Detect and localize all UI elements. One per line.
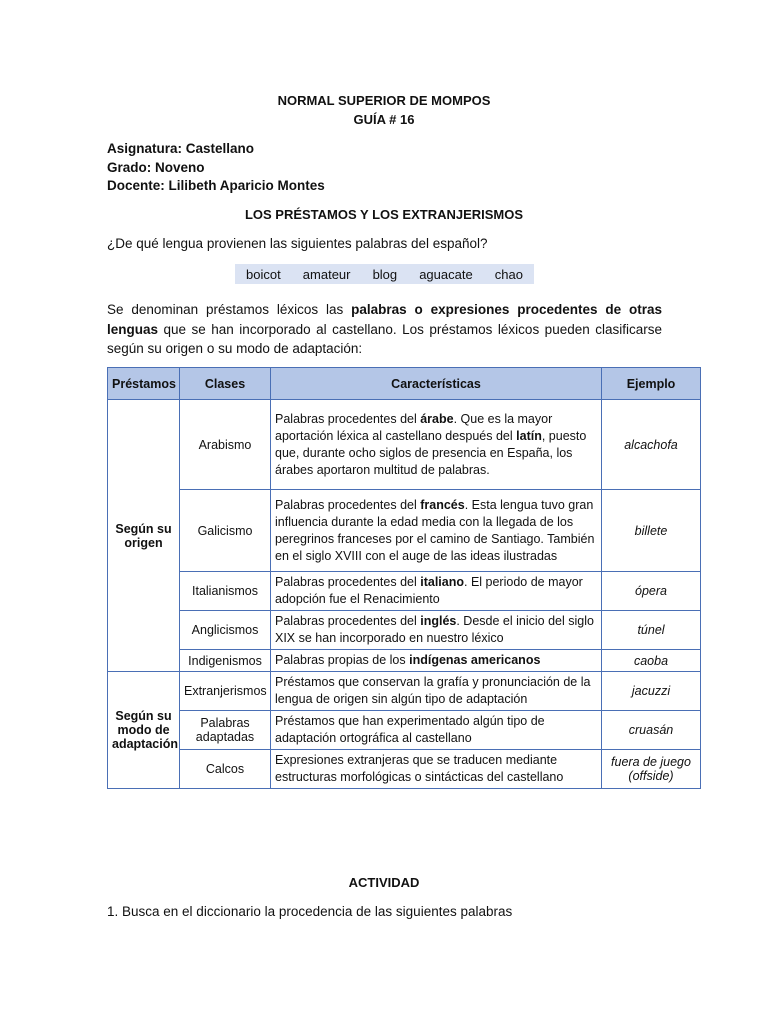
question-text: ¿De qué lengua provienen las siguientes palabras del español?	[107, 236, 488, 251]
example-cell: fuera de juego (offside)	[602, 750, 701, 789]
word-item: aguacate	[419, 266, 473, 282]
characteristic-cell: Palabras procedentes del francés. Esta lengua tuvo gran influencia durante la edad media con la llegada de los peregrinos franceses por el camino de Santiago. También en el siglo XVIII con el auge de las ideas ilustradas	[271, 490, 602, 572]
example-cell: jacuzzi	[602, 672, 701, 711]
example-cell: cruasán	[602, 711, 701, 750]
table-row	[108, 672, 701, 711]
activity-item-1: 1. Busca en el diccionario la procedencia de las siguientes palabras	[107, 904, 513, 919]
guide-number: GUÍA # 16	[353, 112, 415, 127]
group-adaptation: Según su modo de adaptación	[108, 672, 180, 789]
class-cell: Calcos	[180, 750, 271, 789]
intro-paragraph: Se denominan préstamos léxicos las palabras o expresiones procedentes de otras lenguas que se han incorporado al castellano. Los préstamos léxicos pueden clasificarse según su origen o su modo de adaptación:	[107, 302, 662, 356]
characteristic-cell: Palabras propias de los indígenas americanos	[271, 650, 602, 672]
word-item: amateur	[302, 266, 351, 282]
example-cell: túnel	[602, 611, 701, 650]
section-title: LOS PRÉSTAMOS Y LOS EXTRANJERISMOS	[244, 207, 524, 222]
class-cell: Galicismo	[180, 490, 271, 572]
characteristic-cell: Expresiones extranjeras que se traducen mediante estructuras morfológicas o sintácticas del castellano	[271, 750, 602, 789]
class-cell: Italianismos	[180, 572, 271, 611]
header-ejemplo: Ejemplo	[602, 368, 701, 400]
characteristic-cell: Préstamos que conservan la grafía y pronunciación de la lengua de origen sin algún tipo de adaptación	[271, 672, 602, 711]
class-cell: Anglicismos	[180, 611, 271, 650]
table-row	[108, 611, 701, 650]
activity-title: ACTIVIDAD	[348, 875, 420, 890]
example-cell: billete	[602, 490, 701, 572]
subject-line: Asignatura: Castellano	[107, 141, 255, 156]
header-caracteristicas: Características	[271, 368, 602, 400]
teacher-line: Docente: Lilibeth Aparicio Montes	[107, 178, 325, 193]
word-item: boicot	[246, 266, 281, 282]
header-clases: Clases	[180, 368, 271, 400]
school-name: NORMAL SUPERIOR DE MOMPOS	[277, 93, 491, 108]
class-cell: Arabismo	[180, 400, 271, 490]
example-cell: alcachofa	[602, 400, 701, 490]
characteristic-cell: Palabras procedentes del italiano. El periodo de mayor adopción fue el Renacimiento	[271, 572, 602, 611]
characteristic-cell: Préstamos que han experimentado algún tipo de adaptación ortográfica al castellano	[271, 711, 602, 750]
table-row	[108, 750, 701, 789]
table-header-row	[108, 368, 701, 400]
class-cell: Indigenismos	[180, 650, 271, 672]
example-cell: ópera	[602, 572, 701, 611]
class-cell: Palabras adaptadas	[180, 711, 271, 750]
characteristic-cell: Palabras procedentes del inglés. Desde el inicio del siglo XIX se han incorporado en nuestro léxico	[271, 611, 602, 650]
word-item: chao	[494, 266, 523, 282]
grade-line: Grado: Noveno	[107, 160, 205, 175]
word-list-box	[235, 264, 534, 284]
characteristic-cell: Palabras procedentes del árabe. Que es la mayor aportación léxica al castellano después del latín, puesto que, durante ocho siglos de presencia en España, los árabes aportaron multitud de palabras.	[271, 400, 602, 490]
group-origin: Según su origen	[108, 400, 180, 672]
table-row	[108, 572, 701, 611]
loanwords-table	[107, 367, 701, 789]
table-row	[108, 490, 701, 572]
class-cell: Extranjerismos	[180, 672, 271, 711]
example-cell: caoba	[602, 650, 701, 672]
table-row	[108, 711, 701, 750]
table-row	[108, 650, 701, 672]
table-row	[108, 400, 701, 490]
word-item: blog	[372, 266, 398, 282]
header-prestamos: Préstamos	[108, 368, 180, 400]
